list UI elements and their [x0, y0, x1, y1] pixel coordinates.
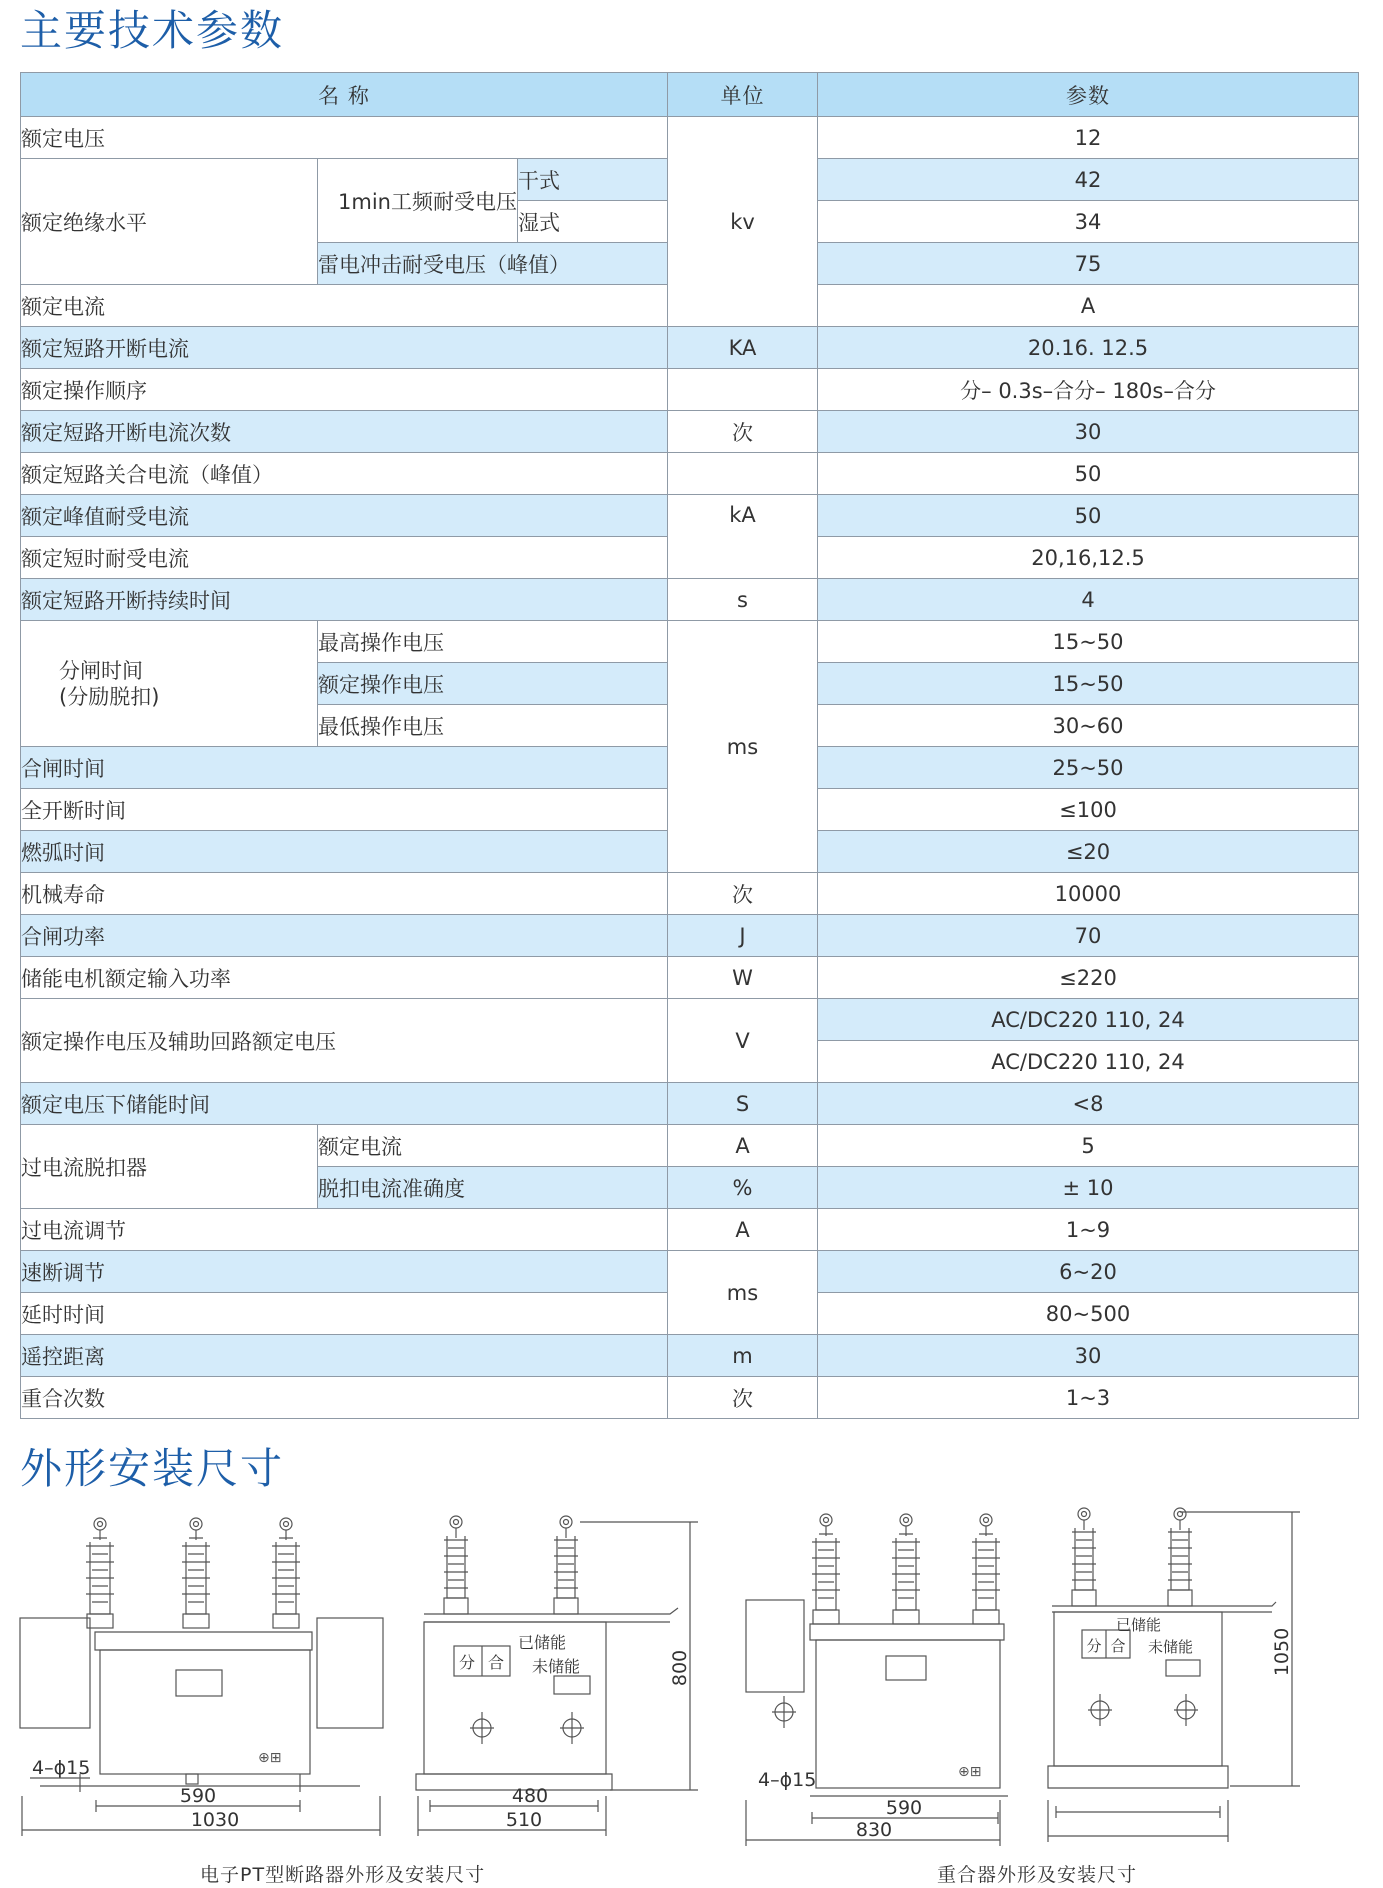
open-label: 分: [458, 1653, 476, 1672]
row-value: 1~9: [818, 1209, 1359, 1251]
table-row: [21, 1251, 1359, 1293]
row-name: 额定短路开断电流次数: [21, 411, 668, 453]
row-value: 10000: [818, 873, 1359, 915]
params-table: [20, 72, 1359, 1419]
row-unit: A: [668, 1209, 818, 1251]
table-row: [21, 1377, 1359, 1419]
stored-label: 已储能: [1116, 1616, 1162, 1634]
holes-label: 4–ϕ15: [758, 1769, 817, 1791]
row-value: 20,16,12.5: [818, 537, 1359, 579]
row-name: 重合次数: [21, 1377, 668, 1419]
table-row: [21, 495, 1359, 537]
row-name: 额定电压下储能时间: [21, 1083, 668, 1125]
table-row: [21, 1209, 1359, 1251]
row-value: 30~60: [818, 705, 1359, 747]
row-unit: [668, 369, 818, 411]
row-subname: 最高操作电压: [318, 621, 668, 663]
caption-pt-breaker: 电子PT型断路器外形及安装尺寸: [200, 1864, 486, 1886]
row-name: 额定电压: [21, 117, 668, 159]
row-unit: A: [818, 285, 1359, 327]
table-row: [21, 999, 1359, 1041]
row-name: 额定峰值耐受电流: [21, 495, 668, 537]
row-subname: 雷电冲击耐受电压（峰值）: [318, 243, 668, 285]
row-unit: S: [668, 1083, 818, 1125]
row-name: 全开断时间: [21, 789, 668, 831]
row-value: 15~50: [818, 663, 1359, 705]
row-subname: 额定电流: [318, 1125, 668, 1167]
header-unit: 单位: [668, 73, 818, 117]
row-name: [21, 621, 318, 747]
dim-800-label: 800: [669, 1649, 691, 1687]
row-subname: 额定操作电压: [318, 663, 668, 705]
row-name: 燃弧时间: [21, 831, 668, 873]
row-value: AC/DC220 110, 24: [818, 1041, 1359, 1083]
row-unit: 次: [668, 873, 818, 915]
row-name: 额定短路开断持续时间: [21, 579, 668, 621]
table-row: [21, 873, 1359, 915]
table-row: [21, 915, 1359, 957]
close-label: 合: [487, 1653, 505, 1672]
row-name: 合闸功率: [21, 915, 668, 957]
row-unit: A: [668, 1125, 818, 1167]
table-row: [21, 411, 1359, 453]
row-name-line: (分励脱扣): [59, 684, 160, 709]
row-value: 1~3: [818, 1377, 1359, 1419]
row-subname: 脱扣电流准确度: [318, 1167, 668, 1209]
row-name: 合闸时间: [21, 747, 668, 789]
row-value: 15~50: [818, 621, 1359, 663]
table-row: [21, 621, 1359, 663]
row-value: 50: [818, 453, 1359, 495]
drawing-pt-front: [20, 1518, 383, 1836]
not-stored-label: 未储能: [532, 1657, 581, 1676]
row-value: ≤220: [818, 957, 1359, 999]
dim-590-label: 590: [179, 1785, 217, 1807]
table-row: [21, 453, 1359, 495]
row-value: 30: [818, 1335, 1359, 1377]
row-unit: W: [668, 957, 818, 999]
row-unit: kv: [668, 117, 818, 327]
row-name: 额定短时耐受电流: [21, 537, 668, 579]
row-name: 额定电流: [21, 285, 668, 327]
table-row: [21, 1335, 1359, 1377]
header-name: 名 称: [21, 73, 668, 117]
row-value: 25~50: [818, 747, 1359, 789]
stored-label: 已储能: [518, 1633, 567, 1652]
row-value: 12: [818, 117, 1359, 159]
header-param: 参数: [818, 73, 1359, 117]
row-value: 20.16. 12.5: [818, 327, 1359, 369]
table-row: [21, 369, 1359, 411]
table-row: [21, 327, 1359, 369]
row-value: 5: [818, 1125, 1359, 1167]
row-value: 4: [818, 579, 1359, 621]
table-row: [21, 1125, 1359, 1167]
row-subname: 湿式: [518, 201, 668, 243]
row-name: 储能电机额定输入功率: [21, 957, 668, 999]
row-unit: ms: [668, 1251, 818, 1335]
open-label: 分: [1086, 1637, 1102, 1655]
row-value: ≤20: [818, 831, 1359, 873]
dim-1030-label: 1030: [190, 1809, 240, 1831]
ground-symbol: ⊕⊞: [958, 1764, 982, 1780]
table-row: [21, 1083, 1359, 1125]
dim-830-label: 830: [855, 1819, 893, 1841]
row-value: ± 10: [818, 1167, 1359, 1209]
dims-title: 外形安装尺寸: [20, 1444, 285, 1493]
row-subname: 最低操作电压: [318, 705, 668, 747]
row-name: 过电流调节: [21, 1209, 668, 1251]
row-value: 30: [818, 411, 1359, 453]
row-value: ≤100: [818, 789, 1359, 831]
dim-510-label: 510: [505, 1809, 543, 1831]
row-unit: s: [668, 579, 818, 621]
row-unit: kA: [668, 495, 818, 579]
row-name: 遥控距离: [21, 1335, 668, 1377]
row-name: 延时时间: [21, 1293, 668, 1335]
table-row: [21, 117, 1359, 159]
row-value: 70: [818, 915, 1359, 957]
dim-1050-label: 1050: [1271, 1627, 1293, 1677]
drawing-recloser-front: [746, 1514, 1008, 1846]
table-header-row: [21, 73, 1359, 117]
ground-symbol: ⊕⊞: [258, 1750, 282, 1766]
row-unit: [668, 453, 818, 495]
row-subname: 干式: [518, 159, 668, 201]
row-name: 机械寿命: [21, 873, 668, 915]
dimension-drawings: [0, 1500, 1383, 1888]
row-unit: KA: [668, 327, 818, 369]
table-row: [21, 957, 1359, 999]
row-name: 额定绝缘水平: [21, 159, 318, 285]
row-value: 34: [818, 201, 1359, 243]
dim-590-label: 590: [885, 1797, 923, 1819]
drawing-recloser-side: [1048, 1508, 1300, 1842]
row-unit: %: [668, 1167, 818, 1209]
row-name: 速断调节: [21, 1251, 668, 1293]
row-unit: V: [668, 999, 818, 1083]
row-unit: ms: [668, 621, 818, 873]
row-subname: 1min工频耐受电压: [318, 159, 518, 243]
params-title: 主要技术参数: [20, 6, 285, 55]
not-stored-label: 未储能: [1148, 1638, 1194, 1656]
drawing-pt-side: [416, 1516, 698, 1836]
row-name: 过电流脱扣器: [21, 1125, 318, 1209]
row-unit: m: [668, 1335, 818, 1377]
row-unit: 次: [668, 411, 818, 453]
row-value: 75: [818, 243, 1359, 285]
holes-label: 4–ϕ15: [32, 1757, 91, 1779]
row-value: 分– 0.3s–合分– 180s–合分: [818, 369, 1359, 411]
close-label: 合: [1110, 1637, 1126, 1655]
dim-480-label: 480: [511, 1785, 549, 1807]
row-value: <8: [818, 1083, 1359, 1125]
row-name-line: 分闸时间: [59, 658, 143, 683]
row-unit: J: [668, 915, 818, 957]
row-value: 42: [818, 159, 1359, 201]
row-value: 50: [818, 495, 1359, 537]
caption-recloser: 重合器外形及安装尺寸: [937, 1864, 1138, 1886]
row-value: 6~20: [818, 1251, 1359, 1293]
row-name: 额定操作电压及辅助回路额定电压: [21, 999, 668, 1083]
row-name: 额定短路关合电流（峰值）: [21, 453, 668, 495]
row-name: 额定短路开断电流: [21, 327, 668, 369]
row-value: AC/DC220 110, 24: [818, 999, 1359, 1041]
table-row: [21, 579, 1359, 621]
row-name: 额定操作顺序: [21, 369, 668, 411]
row-unit: 次: [668, 1377, 818, 1419]
row-value: 80~500: [818, 1293, 1359, 1335]
